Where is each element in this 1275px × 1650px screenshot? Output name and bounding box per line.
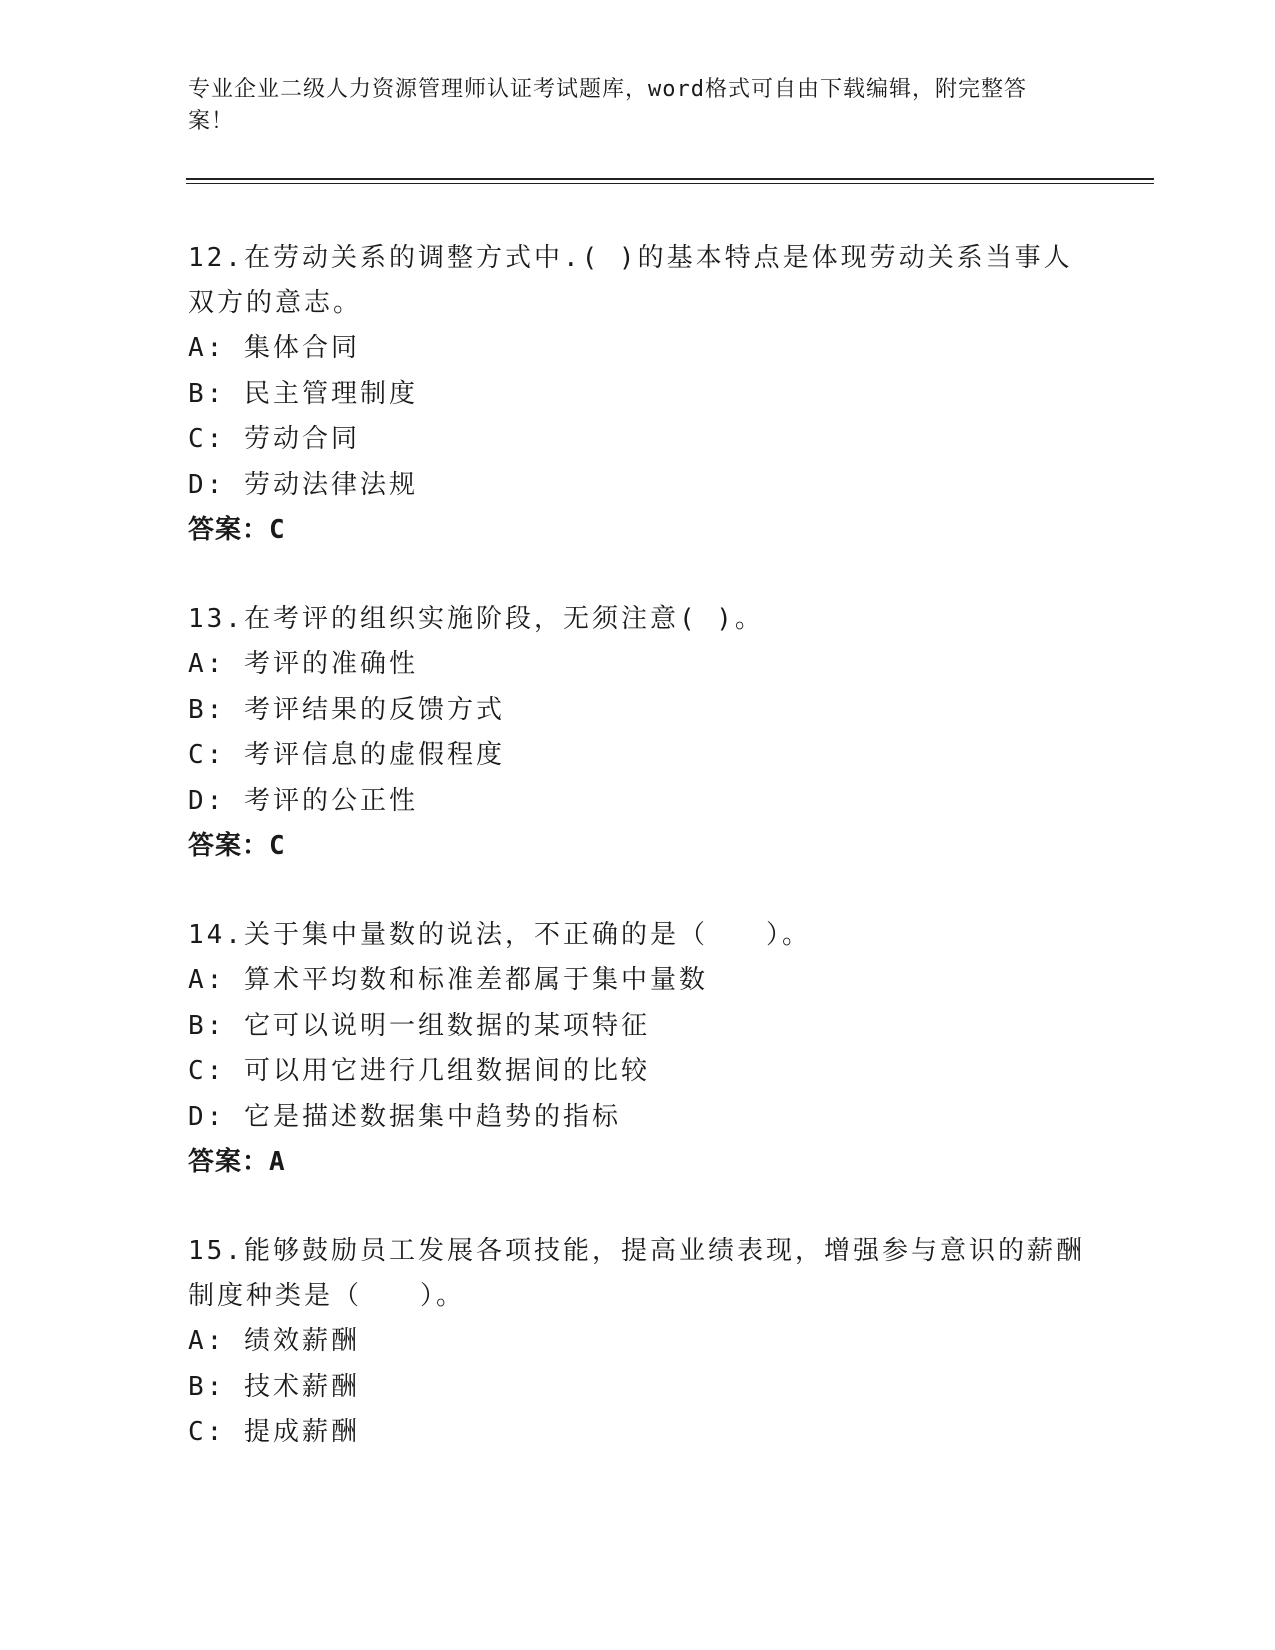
question-stem: 13.在考评的组织实施阶段，无须注意( )。 xyxy=(188,604,764,634)
option-a: A: 算术平均数和标准差都属于集中量数 xyxy=(188,965,708,995)
question-item xyxy=(188,913,1088,1185)
page-header-text: 专业企业二级人力资源管理师认证考试题库，word格式可自由下载编辑，附完整答案！ xyxy=(188,77,1027,134)
answer-line: 答案：C xyxy=(188,831,286,861)
option-b: B: 它可以说明一组数据的某项特征 xyxy=(188,1010,650,1041)
option-b: B: 民主管理制度 xyxy=(188,378,418,409)
answer-line: 答案：A xyxy=(188,1147,286,1177)
option-c: C: 提成薪酬 xyxy=(188,1417,360,1447)
question-stem: 12.在劳动关系的调整方式中.( )的基本特点是体现劳动关系当事人双方的意志。 xyxy=(188,243,1073,318)
option-c: C: 考评信息的虚假程度 xyxy=(188,740,505,770)
answer-line: 答案：C xyxy=(188,515,286,545)
option-c: C: 劳动合同 xyxy=(188,424,360,454)
option-b: B: 技术薪酬 xyxy=(188,1371,360,1402)
header-divider-thin xyxy=(186,183,1154,184)
option-d: D: 劳动法律法规 xyxy=(188,469,418,500)
question-stem: 14.关于集中量数的说法，不正确的是（ ）。 xyxy=(188,920,811,950)
question-item xyxy=(188,597,1088,869)
option-d: D: 它是描述数据集中趋势的指标 xyxy=(188,1101,621,1132)
option-d: D: 考评的公正性 xyxy=(188,785,418,816)
option-b: B: 考评结果的反馈方式 xyxy=(188,694,505,725)
option-a: A: 集体合同 xyxy=(188,333,360,363)
option-a: A: 考评的准确性 xyxy=(188,649,418,679)
question-item xyxy=(188,1229,1088,1456)
question-item xyxy=(188,236,1088,553)
question-list xyxy=(188,236,1088,1500)
option-a: A: 绩效薪酬 xyxy=(188,1326,360,1356)
header-divider xyxy=(186,178,1154,180)
option-c: C: 可以用它进行几组数据间的比较 xyxy=(188,1056,650,1086)
question-stem: 15.能够鼓励员工发展各项技能，提高业绩表现，增强参与意识的薪酬制度种类是（ ）。 xyxy=(188,1236,1085,1311)
